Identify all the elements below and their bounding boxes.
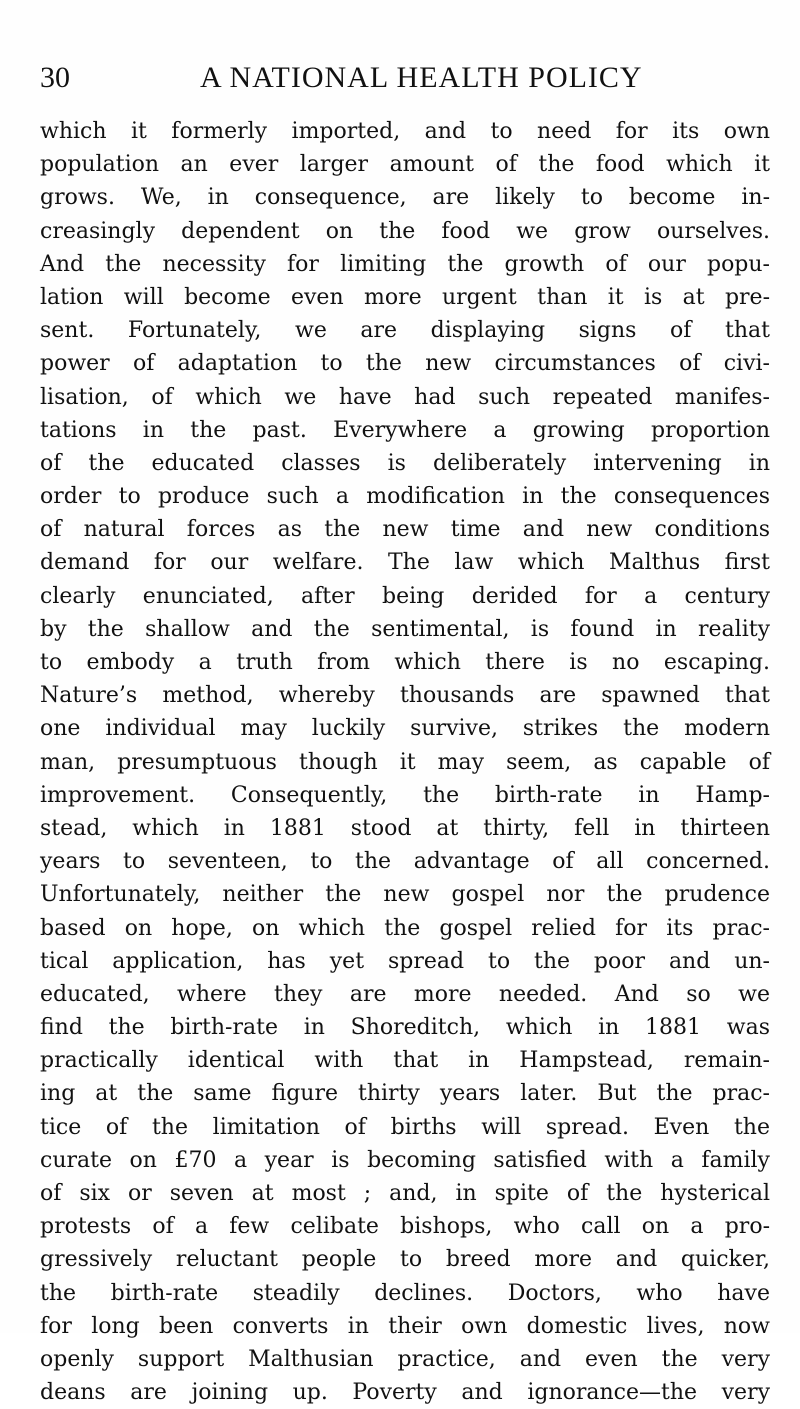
- text-line: creasingly dependent on the food we grow ourselves.: [40, 218, 770, 244]
- text-line: to embody a truth from which there is no escaping.: [40, 650, 770, 675]
- text-line: the birth-rate steadily declines. Doctors, who have: [40, 1280, 770, 1306]
- text-line: tical application, has yet spread to the poor and un-: [40, 948, 770, 974]
- text-line: population an ever larger amount of the food which it: [40, 152, 770, 178]
- text-line: ing at the same figure thirty years later. But the prac-: [40, 1081, 770, 1107]
- text-line: which it formerly imported, and to need for its own: [40, 119, 770, 144]
- text-line: tice of the limitation of births will spread. Even the: [40, 1114, 770, 1140]
- text-line: gressively reluctant people to breed more and quicker,: [40, 1247, 770, 1273]
- text-line: Nature’s method, whereby thousands are spawned that: [40, 683, 770, 709]
- page-number: 30: [40, 61, 70, 94]
- text-line: curate on £70 a year is becoming satisfied with a family: [40, 1147, 770, 1173]
- text-line: lation will become even more urgent than it is at pre-: [40, 284, 770, 310]
- text-line: educated, where they are more needed. And so we: [40, 981, 770, 1007]
- text-line: of the educated classes is deliberately intervening in: [40, 450, 770, 476]
- text-line: of natural forces as the new time and new conditions: [40, 517, 770, 543]
- text-line: tations in the past. Everywhere a growing proportion: [40, 417, 770, 443]
- text-line: stead, which in 1881 stood at thirty, fell in thirteen: [40, 815, 770, 841]
- text-line: man, presumptuous though it may seem, as capable of: [40, 749, 770, 775]
- text-line: clearly enunciated, after being derided for a century: [40, 583, 770, 609]
- text-line: openly support Malthusian practice, and even the very: [40, 1346, 770, 1372]
- text-line: grows. We, in consequence, are likely to become in-: [40, 185, 770, 211]
- text-line: demand for our welfare. The law which Malthus first: [40, 550, 770, 576]
- running-head: A NATIONAL HEALTH POLICY: [200, 61, 643, 94]
- text-line: power of adaptation to the new circumstances of civi-: [40, 351, 770, 377]
- text-line: practically identical with that in Hampstead, remain-: [40, 1048, 770, 1074]
- text-line: years to seventeen, to the advantage of all concerned.: [40, 849, 770, 875]
- text-line: by the shallow and the sentimental, is found in reality: [40, 616, 770, 642]
- text-line: find the birth-rate in Shoreditch, which in 1881 was: [40, 1015, 770, 1041]
- text-line: for long been converts in their own domestic lives, now: [40, 1313, 770, 1339]
- text-line: lisation, of which we have had such repeated manifes-: [40, 384, 770, 410]
- text-line: deans are joining up. Poverty and ignorance—the very: [40, 1380, 770, 1406]
- text-line: improvement. Consequently, the birth-rate in Hamp-: [40, 782, 770, 808]
- text-line: order to produce such a modification in the consequences: [40, 484, 770, 510]
- text-line: based on hope, on which the gospel relied for its prac-: [40, 915, 770, 941]
- body-text: [40, 115, 770, 1409]
- text-line: of six or seven at most ; and, in spite of the hysterical: [40, 1181, 770, 1206]
- text-line: one individual may luckily survive, strikes the modern: [40, 716, 770, 742]
- text-line: sent. Fortunately, we are displaying signs of that: [40, 318, 770, 344]
- text-line: Unfortunately, neither the new gospel nor the prudence: [40, 882, 770, 908]
- text-line: protests of a few celibate bishops, who call on a pro-: [40, 1214, 770, 1240]
- text-line: And the necessity for limiting the growth of our popu-: [40, 251, 770, 277]
